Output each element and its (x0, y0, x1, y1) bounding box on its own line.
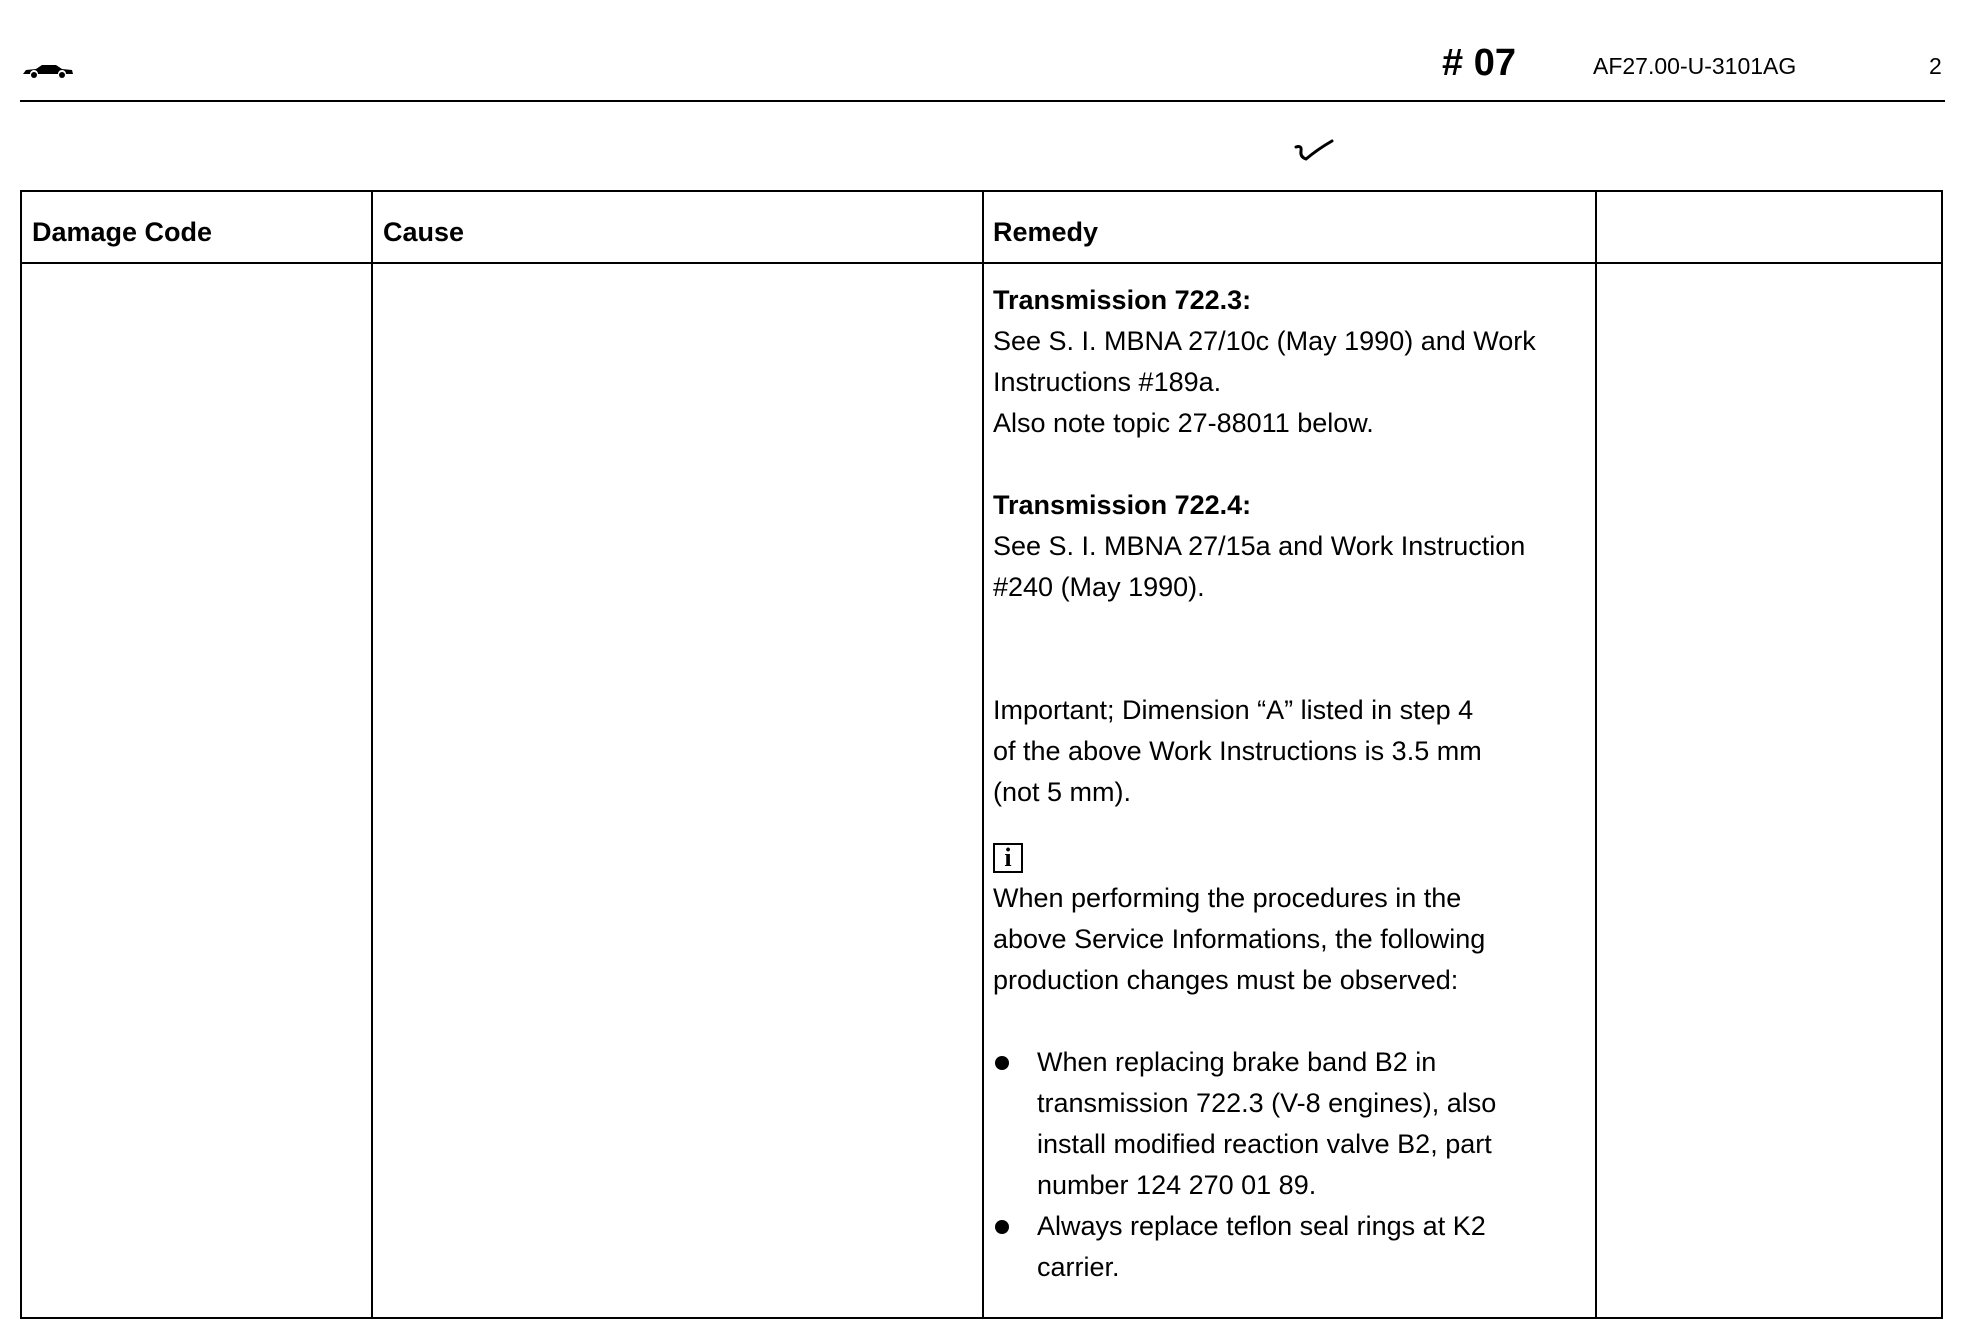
header-damage-code: Damage Code (32, 217, 213, 247)
bullet-dot-icon (995, 1056, 1009, 1070)
production-changes-list (993, 1042, 1608, 1288)
remedy-text: #240 (May 1990). (993, 572, 1205, 602)
header-row-divider (22, 262, 1941, 264)
header-cause: Cause (383, 217, 465, 247)
remedy-cell (993, 280, 1608, 1288)
remedy-text: Also note topic 27-88011 below. (993, 408, 1374, 438)
list-item-text: Always replace teflon seal rings at K2 (1037, 1211, 1486, 1241)
info-note: above Service Informations, the following (993, 924, 1486, 954)
section-title-722-3: Transmission 722.3: (993, 285, 1252, 315)
issue-number: # 07 (1442, 42, 1516, 84)
header-remedy: Remedy (993, 217, 1099, 247)
list-item-text: When replacing brake band B2 in (1037, 1047, 1437, 1077)
car-silhouette-icon (22, 62, 74, 78)
handwritten-checkmark-icon (1292, 135, 1336, 169)
important-note: (not 5 mm). (993, 777, 1132, 807)
info-note: production changes must be observed: (993, 965, 1459, 995)
page-header (20, 40, 1945, 102)
important-note: Important; Dimension “A” listed in step 4 (993, 695, 1474, 725)
list-item (993, 1206, 1608, 1288)
list-item-text: install modified reaction valve B2, part (1037, 1129, 1492, 1159)
column-divider (982, 192, 984, 1317)
damage-remedy-table (20, 190, 1943, 1319)
bullet-dot-icon (995, 1220, 1009, 1234)
info-icon: i (993, 843, 1023, 873)
remedy-text: See S. I. MBNA 27/15a and Work Instruction (993, 531, 1526, 561)
page-number: 2 (1929, 53, 1942, 79)
list-item-text: transmission 722.3 (V-8 engines), also (1037, 1088, 1497, 1118)
remedy-text: Instructions #189a. (993, 367, 1222, 397)
remedy-text: See S. I. MBNA 27/10c (May 1990) and Work (993, 326, 1536, 356)
list-item (993, 1042, 1608, 1206)
section-title-722-4: Transmission 722.4: (993, 490, 1252, 520)
column-divider (371, 192, 373, 1317)
important-note: of the above Work Instructions is 3.5 mm (993, 736, 1482, 766)
list-item-text: carrier. (1037, 1252, 1120, 1282)
document-code: AF27.00-U-3101AG (1593, 53, 1797, 79)
info-note: When performing the procedures in the (993, 883, 1462, 913)
list-item-text: number 124 270 01 89. (1037, 1170, 1317, 1200)
